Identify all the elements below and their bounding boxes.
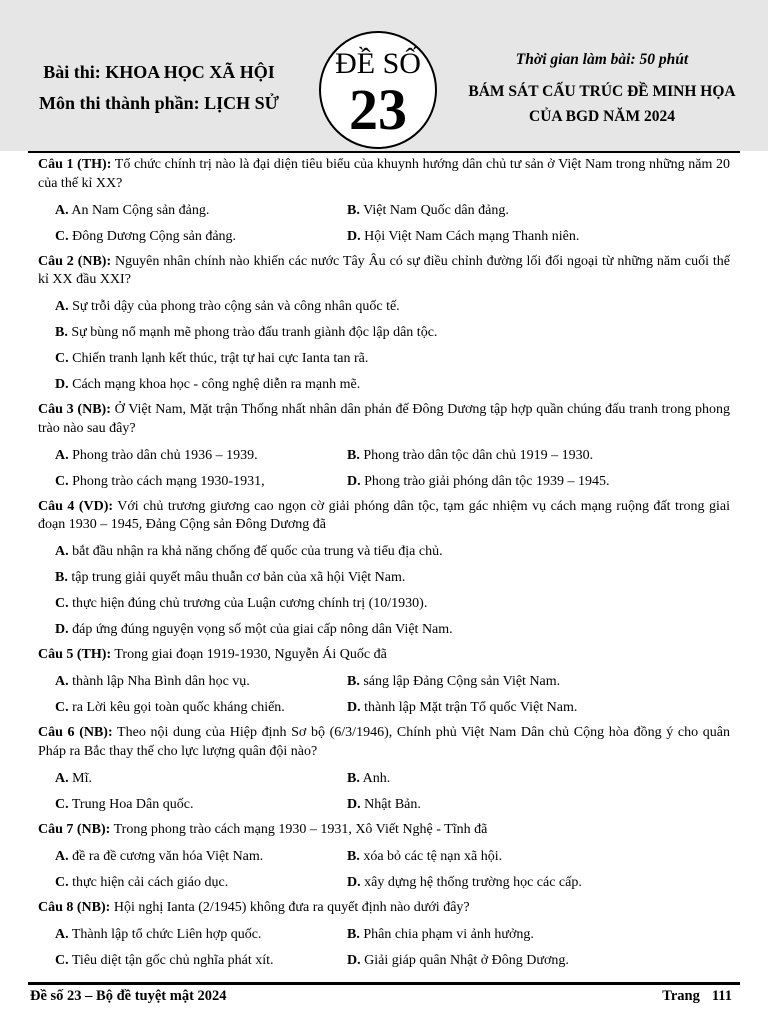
option-b xyxy=(347,198,509,224)
question-label: Câu 4 (VD): xyxy=(38,498,114,514)
question-text: Hội nghị Ianta (2/1945) không đưa ra quyết định nào dưới đây? xyxy=(113,899,470,915)
question-label: Câu 7 (NB): xyxy=(38,821,111,837)
option-b xyxy=(347,922,534,948)
option-b xyxy=(55,320,437,346)
option-text: đáp ứng đúng nguyện vọng số một của giai cấp nông dân Việt Nam. xyxy=(72,622,453,637)
option-row xyxy=(38,591,730,617)
exam-number-badge xyxy=(319,31,437,149)
question-stem xyxy=(38,818,730,844)
option-text: Cách mạng khoa học - công nghệ diễn ra mạnh mẽ. xyxy=(72,377,361,392)
question-label: Câu 2 (NB): xyxy=(38,253,112,269)
option-key: B. xyxy=(55,570,68,585)
option-text: Mĩ. xyxy=(72,770,92,786)
option-key: A. xyxy=(55,848,69,864)
exam-info xyxy=(0,57,318,119)
option-key: A. xyxy=(55,926,69,942)
option-row xyxy=(38,922,730,948)
option-text: thành lập Nha Bình dân học vụ. xyxy=(72,674,250,689)
badge-label: ĐỀ SỐ xyxy=(335,47,421,80)
option-text: Đông Dương Cộng sản đảng. xyxy=(72,228,237,244)
option-text: ra Lời kêu gọi toàn quốc kháng chiến. xyxy=(72,700,285,715)
option-c xyxy=(55,224,347,250)
option-key: D. xyxy=(347,700,361,715)
option-text: Tiêu diệt tận gốc chủ nghĩa phát xít. xyxy=(71,952,274,968)
question-4 xyxy=(38,495,730,644)
option-row xyxy=(38,766,730,792)
option-key: A. xyxy=(55,770,69,786)
question-label: Câu 3 (NB): xyxy=(38,402,111,417)
question-text: Với chủ trương giương cao ngọn cờ giải phóng dân tộc, tạm gác nhiệm vụ cách mạng ruộng đất trong giai đoạn 1930 – 1945, Đảng Cộng sản Đông Dương đã xyxy=(38,498,730,532)
option-b xyxy=(347,844,502,870)
structure-note-line2: CỦA BGD NĂM 2024 xyxy=(529,108,675,125)
option-text: Phong trào cách mạng 1930-1931, xyxy=(72,473,265,489)
option-row xyxy=(38,844,730,870)
page-number: 111 xyxy=(711,988,732,1004)
option-a xyxy=(55,669,347,695)
question-2 xyxy=(38,250,730,399)
badge-number: 23 xyxy=(349,77,407,142)
option-c xyxy=(55,948,347,974)
option-key: D. xyxy=(347,473,361,489)
option-d xyxy=(347,948,569,974)
option-row xyxy=(38,948,730,974)
option-d xyxy=(55,372,360,398)
page-footer xyxy=(30,986,732,1006)
option-key: B. xyxy=(347,926,360,942)
option-key: C. xyxy=(55,596,69,611)
option-key: C. xyxy=(55,952,69,968)
option-text: Sự trỗi dậy của phong trào cộng sản và công nhân quốc tế. xyxy=(72,299,400,314)
question-label: Câu 1 (TH): xyxy=(38,157,112,172)
option-text: xóa bỏ các tệ nạn xã hội. xyxy=(363,848,503,864)
question-stem xyxy=(38,495,730,540)
question-text: Ở Việt Nam, Mặt trận Thống nhất nhân dân phản đế Đông Dương tập hợp quần chúng đấu tranh trong phong trào nào sau đây? xyxy=(38,402,730,436)
option-row xyxy=(38,372,730,398)
option-text: thực hiện cải cách giáo dục. xyxy=(72,874,229,890)
option-text: Trung Hoa Dân quốc. xyxy=(71,796,194,812)
option-key: B. xyxy=(347,770,360,786)
option-key: A. xyxy=(55,202,69,218)
option-a xyxy=(55,766,347,792)
question-stem xyxy=(38,250,730,295)
option-c xyxy=(55,870,347,896)
question-1 xyxy=(38,153,730,250)
option-row xyxy=(38,565,730,591)
option-d xyxy=(347,224,579,250)
question-stem xyxy=(38,721,730,766)
footer-divider xyxy=(28,982,740,985)
option-row xyxy=(38,198,730,224)
option-key: C. xyxy=(55,351,69,366)
question-label: Câu 5 (TH): xyxy=(38,647,112,662)
option-row xyxy=(38,320,730,346)
page-indicator xyxy=(662,986,732,1006)
question-list xyxy=(38,153,730,974)
option-row xyxy=(38,792,730,818)
question-text: Trong giai đoạn 1919-1930, Nguyễn Ái Quốc đã xyxy=(114,647,387,662)
question-text: Nguyên nhân chính nào khiến các nước Tây Âu có sự điều chỉnh đường lối đối ngoại từ những năm cuối thế kỉ XX đầu XXI? xyxy=(38,253,730,287)
option-key: C. xyxy=(55,473,69,489)
question-label: Câu 6 (NB): xyxy=(38,725,113,740)
page-label: Trang xyxy=(662,988,700,1004)
subject-title: Môn thi thành phần: LỊCH SỬ xyxy=(39,93,279,113)
option-b xyxy=(347,443,593,469)
question-label: Câu 8 (NB): xyxy=(38,899,111,915)
option-row xyxy=(38,870,730,896)
option-row xyxy=(38,469,730,495)
option-key: A. xyxy=(55,447,69,463)
option-text: bắt đầu nhận ra khả năng chống đế quốc của trung và tiểu địa chủ. xyxy=(72,544,443,559)
footer-title: Đề số 23 – Bộ đề tuyệt mật 2024 xyxy=(30,988,227,1004)
option-text: Hội Việt Nam Cách mạng Thanh niên. xyxy=(364,228,580,244)
option-text: Phân chia phạm vi ảnh hưởng. xyxy=(363,926,534,942)
option-d xyxy=(347,695,577,721)
option-key: C. xyxy=(55,874,69,890)
option-row xyxy=(38,695,730,721)
option-key: C. xyxy=(55,700,69,715)
option-row xyxy=(38,294,730,320)
option-a xyxy=(55,198,347,224)
option-row xyxy=(38,443,730,469)
option-text: Giải giáp quân Nhật ở Đông Dương. xyxy=(364,952,569,968)
option-text: xây dựng hệ thống trường học các cấp. xyxy=(364,874,582,890)
option-text: đề ra đề cương văn hóa Việt Nam. xyxy=(72,848,264,864)
exam-header xyxy=(0,0,768,151)
option-row xyxy=(38,539,730,565)
question-stem xyxy=(38,398,730,443)
option-a xyxy=(55,539,443,565)
time-limit: Thời gian làm bài: 50 phút xyxy=(515,51,689,68)
option-text: Anh. xyxy=(362,770,391,786)
option-text: Việt Nam Quốc dân đảng. xyxy=(363,202,509,218)
option-key: B. xyxy=(347,202,360,218)
option-text: Phong trào giải phóng dân tộc 1939 – 1945. xyxy=(364,473,610,489)
question-text: Tổ chức chính trị nào là đại diện tiêu biểu của khuynh hướng dân chủ tư sản ở Việt Nam trong những năm 20 của thế kỉ XX? xyxy=(38,157,730,191)
question-text: Theo nội dung của Hiệp định Sơ bộ (6/3/1946), Chính phủ Việt Nam Dân chủ Cộng hòa đồng ý cho quân Pháp ra Bắc thay thế cho lực lượng quân đội nào? xyxy=(38,725,730,759)
option-a xyxy=(55,443,347,469)
option-text: thành lập Mặt trận Tổ quốc Việt Nam. xyxy=(364,700,578,715)
option-d xyxy=(347,792,421,818)
option-text: Sự bùng nổ mạnh mẽ phong trào đấu tranh giành độc lập dân tộc. xyxy=(71,325,438,340)
option-d xyxy=(347,870,582,896)
option-key: D. xyxy=(347,796,361,812)
option-c xyxy=(55,346,368,372)
option-a xyxy=(55,844,347,870)
option-row xyxy=(38,617,730,643)
question-3 xyxy=(38,398,730,495)
option-b xyxy=(347,766,390,792)
option-a xyxy=(55,294,400,320)
option-key: B. xyxy=(347,674,360,689)
option-c xyxy=(55,469,347,495)
option-d xyxy=(55,617,453,643)
option-key: B. xyxy=(347,848,360,864)
question-6 xyxy=(38,721,730,818)
option-row xyxy=(38,224,730,250)
option-key: C. xyxy=(55,796,69,812)
option-key: D. xyxy=(347,952,361,968)
option-text: thực hiện đúng chủ trương của Luận cương chính trị (10/1930). xyxy=(72,596,428,611)
option-key: B. xyxy=(55,325,68,340)
option-text: Nhật Bản. xyxy=(364,796,421,812)
option-text: Phong trào dân chủ 1936 – 1939. xyxy=(72,447,258,463)
structure-note-line1: BÁM SÁT CẤU TRÚC ĐỀ MINH HỌA xyxy=(468,83,736,100)
option-row xyxy=(38,346,730,372)
question-text: Trong phong trào cách mạng 1930 – 1931, Xô Viết Nghệ - Tĩnh đã xyxy=(113,821,488,837)
question-8 xyxy=(38,896,730,974)
option-key: C. xyxy=(55,228,69,244)
option-key: D. xyxy=(55,377,69,392)
option-c xyxy=(55,792,347,818)
option-key: A. xyxy=(55,299,69,314)
option-key: D. xyxy=(55,622,69,637)
question-stem xyxy=(38,153,730,198)
option-b xyxy=(55,565,405,591)
question-stem xyxy=(38,643,730,669)
question-5 xyxy=(38,643,730,721)
option-d xyxy=(347,469,610,495)
option-key: A. xyxy=(55,674,69,689)
option-row xyxy=(38,669,730,695)
option-text: Chiến tranh lạnh kết thúc, trật tự hai cực Ianta tan rã. xyxy=(72,351,369,366)
option-c xyxy=(55,591,427,617)
question-7 xyxy=(38,818,730,896)
option-b xyxy=(347,669,560,695)
option-key: A. xyxy=(55,544,69,559)
option-text: Thành lập tổ chức Liên hợp quốc. xyxy=(71,926,262,942)
option-text: An Nam Cộng sản đảng. xyxy=(71,202,210,218)
question-stem xyxy=(38,896,730,922)
option-key: D. xyxy=(347,874,361,890)
option-text: Phong trào dân tộc dân chủ 1919 – 1930. xyxy=(363,447,594,463)
option-key: D. xyxy=(347,228,361,244)
option-text: sáng lập Đảng Cộng sản Việt Nam. xyxy=(363,674,561,689)
exam-title: Bài thi: KHOA HỌC XÃ HỘI xyxy=(43,62,275,82)
option-text: tập trung giải quyết mâu thuẫn cơ bản của xã hội Việt Nam. xyxy=(71,570,406,585)
option-key: B. xyxy=(347,447,360,463)
option-a xyxy=(55,922,347,948)
option-c xyxy=(55,695,347,721)
